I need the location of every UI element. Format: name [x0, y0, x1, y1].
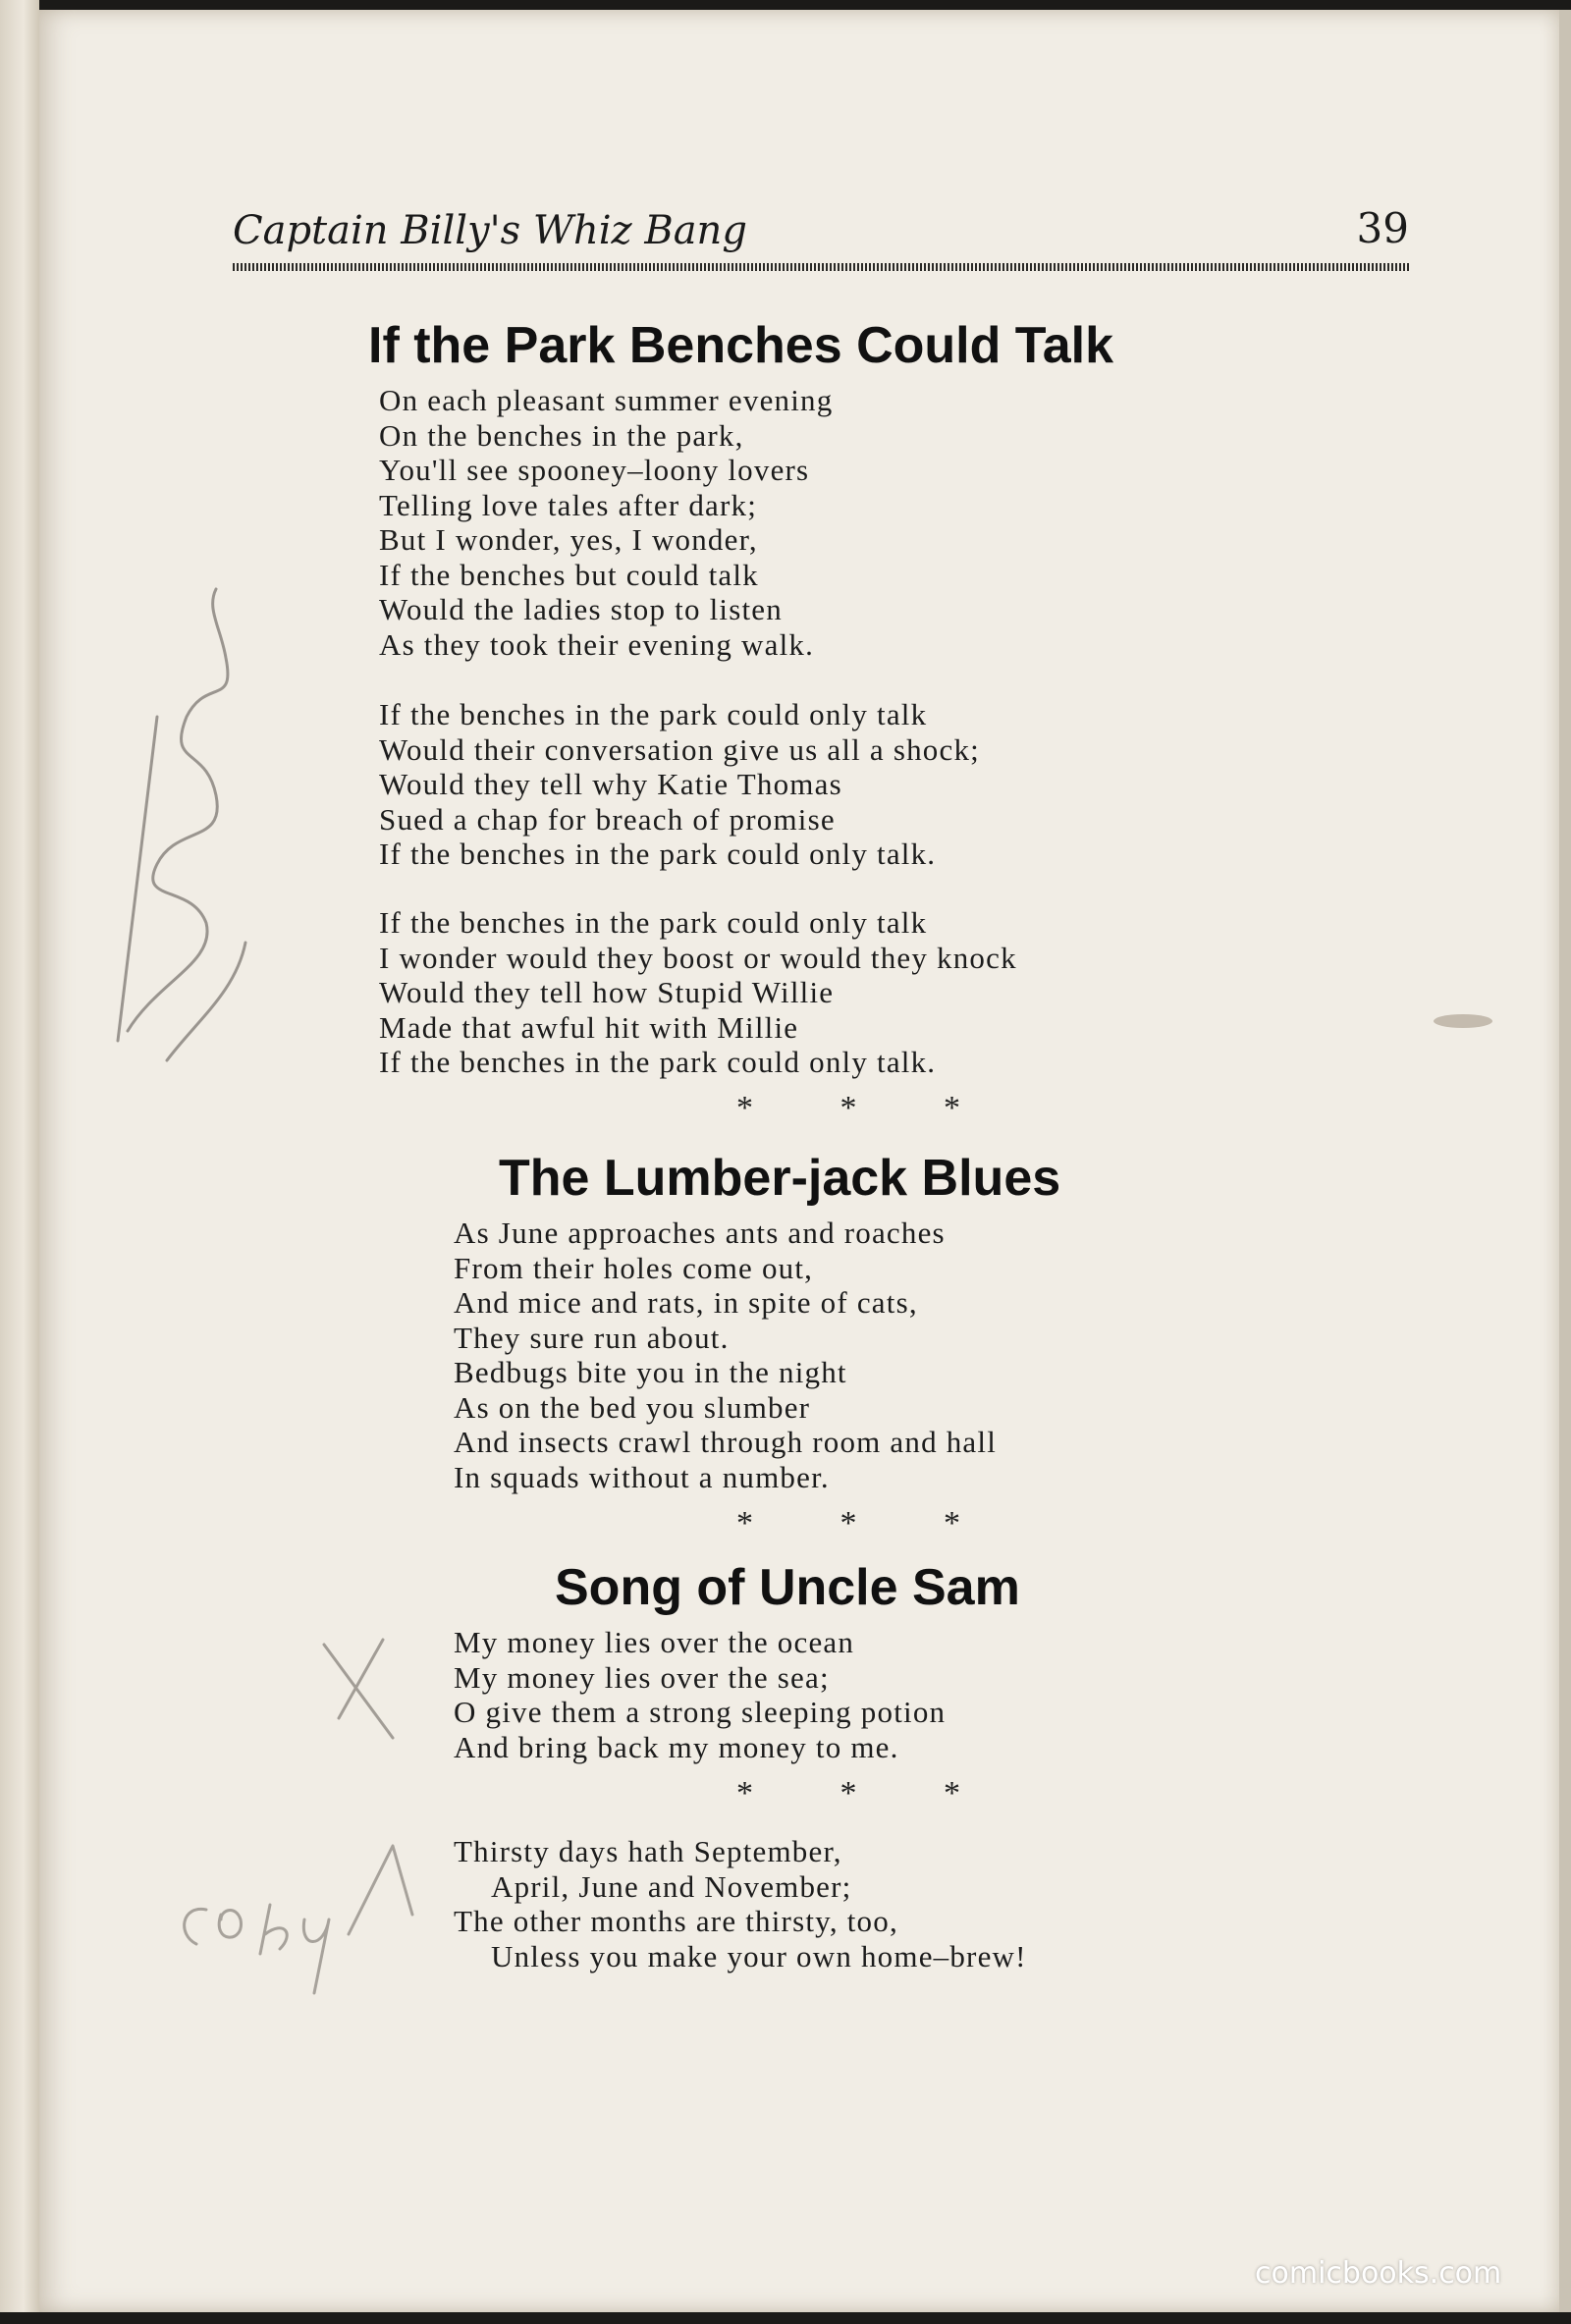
- pencil-x-mark: [314, 1630, 412, 1748]
- poem-line: O give them a strong sleeping potion: [454, 1695, 947, 1729]
- stanza: [379, 905, 1017, 1080]
- page-stain: [1424, 1006, 1502, 1036]
- poem-line: My money lies over the ocean: [454, 1625, 855, 1659]
- section-separator: * * *: [736, 1505, 1000, 1541]
- bottom-edge: [0, 2312, 1571, 2324]
- poem-line: As they took their evening walk.: [379, 626, 815, 662]
- page-spine: [0, 0, 39, 2324]
- poem-line: Would they tell how Stupid Willie: [379, 975, 835, 1009]
- page-number: 39: [1356, 204, 1409, 252]
- watermark: comicbooks.com: [1255, 2256, 1502, 2291]
- stanza: [454, 1216, 997, 1494]
- poem-line: April, June and November;: [491, 1868, 852, 1904]
- poem-line: The other months are thirsty, too,: [454, 1904, 898, 1938]
- poem-line: Bedbugs bite you in the night: [454, 1355, 847, 1389]
- poem-line: As June approaches ants and roaches: [454, 1216, 946, 1250]
- poem-line: They sure run about.: [454, 1320, 730, 1355]
- poem-line: Would the ladies stop to listen: [379, 592, 783, 626]
- poem-title-park-benches: If the Park Benches Could Talk: [368, 317, 1114, 374]
- poem-title-lumber-jack-blues: The Lumber-jack Blues: [499, 1150, 1061, 1207]
- poem-line: And mice and rats, in spite of cats,: [454, 1285, 918, 1320]
- poem-line: But I wonder, yes, I wonder,: [379, 522, 758, 557]
- poem-line: On each pleasant summer evening: [379, 383, 834, 417]
- poem-line: Sued a chap for breach of promise: [379, 801, 836, 837]
- poem-line: Thirsty days hath September,: [454, 1834, 842, 1868]
- poem-line: And bring back my money to me.: [454, 1729, 899, 1764]
- stanza: [379, 697, 980, 872]
- poem-line: Would they tell why Katie Thomas: [379, 767, 842, 801]
- stanza: [454, 1625, 946, 1764]
- poem-title-song-of-uncle-sam: Song of Uncle Sam: [555, 1559, 1020, 1616]
- header-rule: [233, 263, 1409, 271]
- poem-line: On the benches in the park,: [379, 417, 744, 453]
- pencil-scribble: [98, 569, 275, 1080]
- stanza: [454, 1834, 1027, 1973]
- poem-line: If the benches in the park could only talk.: [379, 837, 937, 871]
- running-title: Captain Billy's Whiz Bang: [233, 208, 747, 253]
- poem-line: Unless you make your own home–brew!: [491, 1938, 1027, 1973]
- poem-line: And insects crawl through room and hall: [454, 1425, 998, 1459]
- section-separator: * * *: [736, 1775, 1000, 1811]
- poem-line: As on the bed you slumber: [454, 1389, 811, 1425]
- poem-line: You'll see spooney–loony lovers: [379, 453, 810, 487]
- poem-line: Made that awful hit with Millie: [379, 1009, 799, 1045]
- poem-line: I wonder would they boost or would they knock: [379, 940, 1017, 975]
- poem-line: If the benches in the park could only talk: [379, 905, 928, 940]
- poem-line: If the benches in the park could only talk: [379, 697, 928, 731]
- top-edge: [0, 0, 1571, 10]
- poem-line: If the benches in the park could only talk.: [379, 1045, 937, 1079]
- poem-line: Would their conversation give us all a shock;: [379, 731, 980, 767]
- poem-line: In squads without a number.: [454, 1459, 830, 1494]
- poem-line: My money lies over the sea;: [454, 1659, 830, 1695]
- pencil-signature: [167, 1826, 442, 2003]
- poem-line: From their holes come out,: [454, 1250, 814, 1285]
- poem-line: Telling love tales after dark;: [379, 487, 758, 522]
- stanza: [379, 383, 833, 662]
- section-separator: * * *: [736, 1090, 1000, 1126]
- poem-line: If the benches but could talk: [379, 557, 759, 592]
